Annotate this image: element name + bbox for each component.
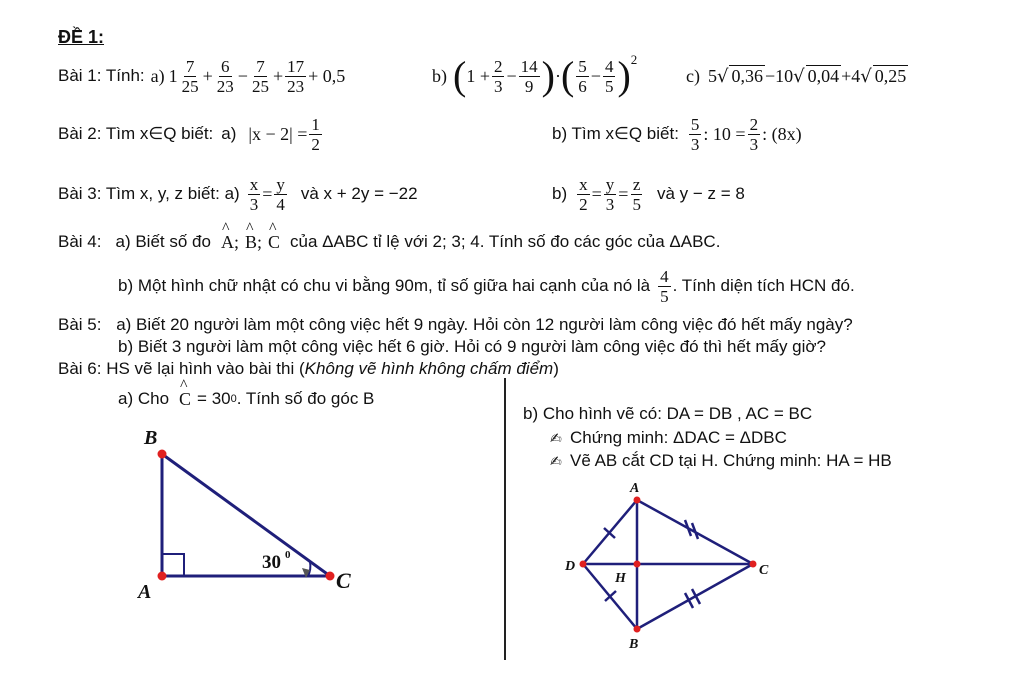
denominator: 9 [524,76,534,96]
operator: = [618,183,629,204]
text: . Tính diện tích HCN đó. [672,276,855,295]
numerator: 7 [256,56,265,76]
parenthesis: ) [541,53,555,98]
problem-6: Bài 6: HS vẽ lại hình vào bài thi (Không vẽ hình không chấm điểm) [58,359,559,378]
denominator: 23 [216,76,234,96]
fraction [180,57,201,96]
denominator: 5 [632,194,641,214]
angle-a: ^ A [221,232,234,253]
denominator: 2 [579,194,588,214]
numerator: y [276,174,285,194]
figure-right-triangle [120,420,380,610]
denominator: 3 [749,134,759,154]
fraction [519,57,540,96]
numerator: 1 [311,114,320,134]
italic-note: Không vẽ hình không chấm điểm [304,359,554,378]
fraction [748,115,761,154]
fraction [577,175,590,214]
numerator: y [605,174,615,194]
label-d: D [565,559,576,574]
point-c [750,561,757,568]
expression-term: 1 + [466,65,490,86]
condition: và y − z = 8 [656,184,745,203]
denominator: 6 [578,76,587,96]
point-d [580,561,587,568]
parenthesis: ( [453,53,467,98]
angle-c: ^ C [268,232,280,253]
coefficient: 5 [707,65,717,86]
numerator: 5 [578,56,587,76]
fraction [604,175,617,214]
numerator: 7 [185,56,195,76]
problem-3-label: Bài 3: Tìm x, y, z biết: a) [58,184,240,203]
problem-1c [686,62,908,90]
operator: − [590,65,601,86]
point-b [158,450,167,459]
part-b-label: b) Tìm x∈Q biết: [552,124,679,143]
denominator: 3 [249,194,259,214]
problem-6-label: Bài 6: HS vẽ lại hình vào bài thi ( [58,359,305,378]
numerator: 17 [287,56,305,76]
operator: = [591,183,602,204]
fraction [309,115,322,154]
radicand: 0,25 [874,66,907,86]
problem-3 [58,170,418,218]
fraction [689,115,702,154]
part-b-label: b) [432,65,447,86]
side-bc [162,454,330,576]
numerator: 2 [749,114,759,134]
label-b: B [144,427,158,449]
pencil-icon: ✍ [550,431,562,447]
denominator: 25 [251,76,269,96]
angle-c: ^ C [179,389,191,410]
label-b: B [629,637,639,652]
denominator: 2 [311,134,320,154]
degree: 0 [230,393,237,405]
parenthesis: ) [617,53,631,98]
problem-1 [58,52,345,100]
part-a-label: a) [221,124,237,143]
coefficient: +4 [841,65,861,86]
point-h [634,561,641,568]
point-b [634,626,641,633]
problem-2-label: Bài 2: Tìm x∈Q biết: [58,124,214,143]
label-a: A [138,581,152,603]
denominator: 5 [604,76,614,96]
denominator: 3 [493,76,503,96]
operator: + [272,65,284,86]
radicand: 0,04 [807,66,840,86]
exponent: 2 [630,52,638,67]
angle-arc [308,562,310,576]
exam-title: ĐỀ 1: [58,27,105,47]
point-a [634,497,641,504]
denominator: 25 [181,76,199,96]
problem-4b [118,262,855,310]
operator: + [202,65,213,86]
numerator: 14 [520,56,538,76]
problem-6b: b) Cho hình vẽ có: DA = DB , AC = BC [523,404,813,423]
part-b-label: b) [552,184,568,203]
numerator: 5 [690,114,700,134]
fraction [630,175,643,214]
part-a-label: a) [150,65,165,86]
problem-6b-task-2: ✍ Vẽ AB cắt CD tại H. Chứng minh: HA = HB [550,451,892,470]
angle-label: 30 [262,552,281,573]
expression-tail: + 0,5 [308,65,346,86]
problem-2b [552,110,802,158]
problem-4-label: Bài 4: [58,232,102,251]
denominator: 5 [660,286,669,306]
angle-b: ^ B [245,232,257,253]
problem-2 [58,110,324,158]
expression-term: : 10 = [703,123,746,144]
fraction [658,267,671,306]
numerator: 4 [660,266,669,286]
operator: − [506,65,517,86]
fraction [215,57,236,96]
fraction [576,57,589,96]
numerator: x [249,174,259,194]
text: . Tính số đo góc B [236,389,375,408]
problem-4a: Bài 4: a) Biết số đo ^ A ; ^ B ; ^ C của ΔABC tỉ lệ với 2; 3; 4. Tính số đo các góc của ΔABC. [58,228,720,256]
denominator: 3 [605,194,615,214]
operator: = [262,183,273,204]
numerator: 4 [604,56,614,76]
radicand: 0,36 [731,66,763,86]
text: b) Một hình chữ nhật có chu vi bằng 90m, tỉ số giữa hai cạnh của nó là [118,276,651,295]
label-h: H [615,571,626,586]
abs-expression: |x − 2| = [248,123,308,144]
pencil-icon: ✍ [550,454,562,470]
denominator: 3 [690,134,700,154]
part-c-label: c) [686,65,700,86]
radical-sign: √ [793,65,805,87]
fraction [603,57,616,96]
operator: · [554,65,561,86]
text: a) Cho [118,389,170,408]
column-divider [504,378,506,660]
right-angle-mark [162,554,184,576]
numerator: 6 [221,56,230,76]
figure-kite [555,476,780,654]
radical-sign: √ [860,65,872,87]
coefficient: −10 [764,65,794,86]
problem-3b [552,170,745,218]
problem-1b [432,50,637,102]
label-a: A [630,481,640,496]
problem-6b-task-1: ✍ Chứng minh: ΔDAC = ΔDBC [550,428,787,447]
fraction [274,175,287,214]
operator: − [237,65,248,86]
text: = 30 [197,389,231,408]
label-c: C [336,568,351,593]
text: của ΔABC tỉ lệ với 2; 3; 4. Tính số đo các góc của ΔABC. [290,232,721,251]
point-a [158,572,167,581]
expression-tail: : (8x) [762,123,802,144]
fraction [492,57,505,96]
numerator: z [632,174,641,194]
numerator: x [579,174,588,194]
denominator: 23 [287,76,305,96]
text: a) Biết số đo [115,232,211,251]
radical-sign: √ [716,65,729,87]
condition: và x + 2y = −22 [300,184,418,203]
point-c [326,572,335,581]
problem-6a [118,386,374,412]
text: a) Biết 20 người làm một công việc hết 9 ngày. Hỏi còn 12 người làm công việc đó hết mấy ngày? [116,315,853,334]
denominator: 4 [276,194,285,214]
angle-degree: 0 [285,549,291,561]
problem-5-label: Bài 5: [58,315,102,334]
problem-5b: b) Biết 3 người làm một công việc hết 6 giờ. Hỏi có 9 người làm công việc đó thì hết mấy giờ? [118,337,827,356]
parenthesis: ( [560,53,575,98]
numerator: 2 [493,56,503,76]
label-c: C [759,563,769,578]
problem-1-label: Bài 1: Tính: [58,66,145,85]
mixed-whole: 1 [168,65,178,86]
fraction [285,57,306,96]
fraction [248,175,261,214]
fraction [250,57,271,96]
problem-5a [58,315,853,335]
